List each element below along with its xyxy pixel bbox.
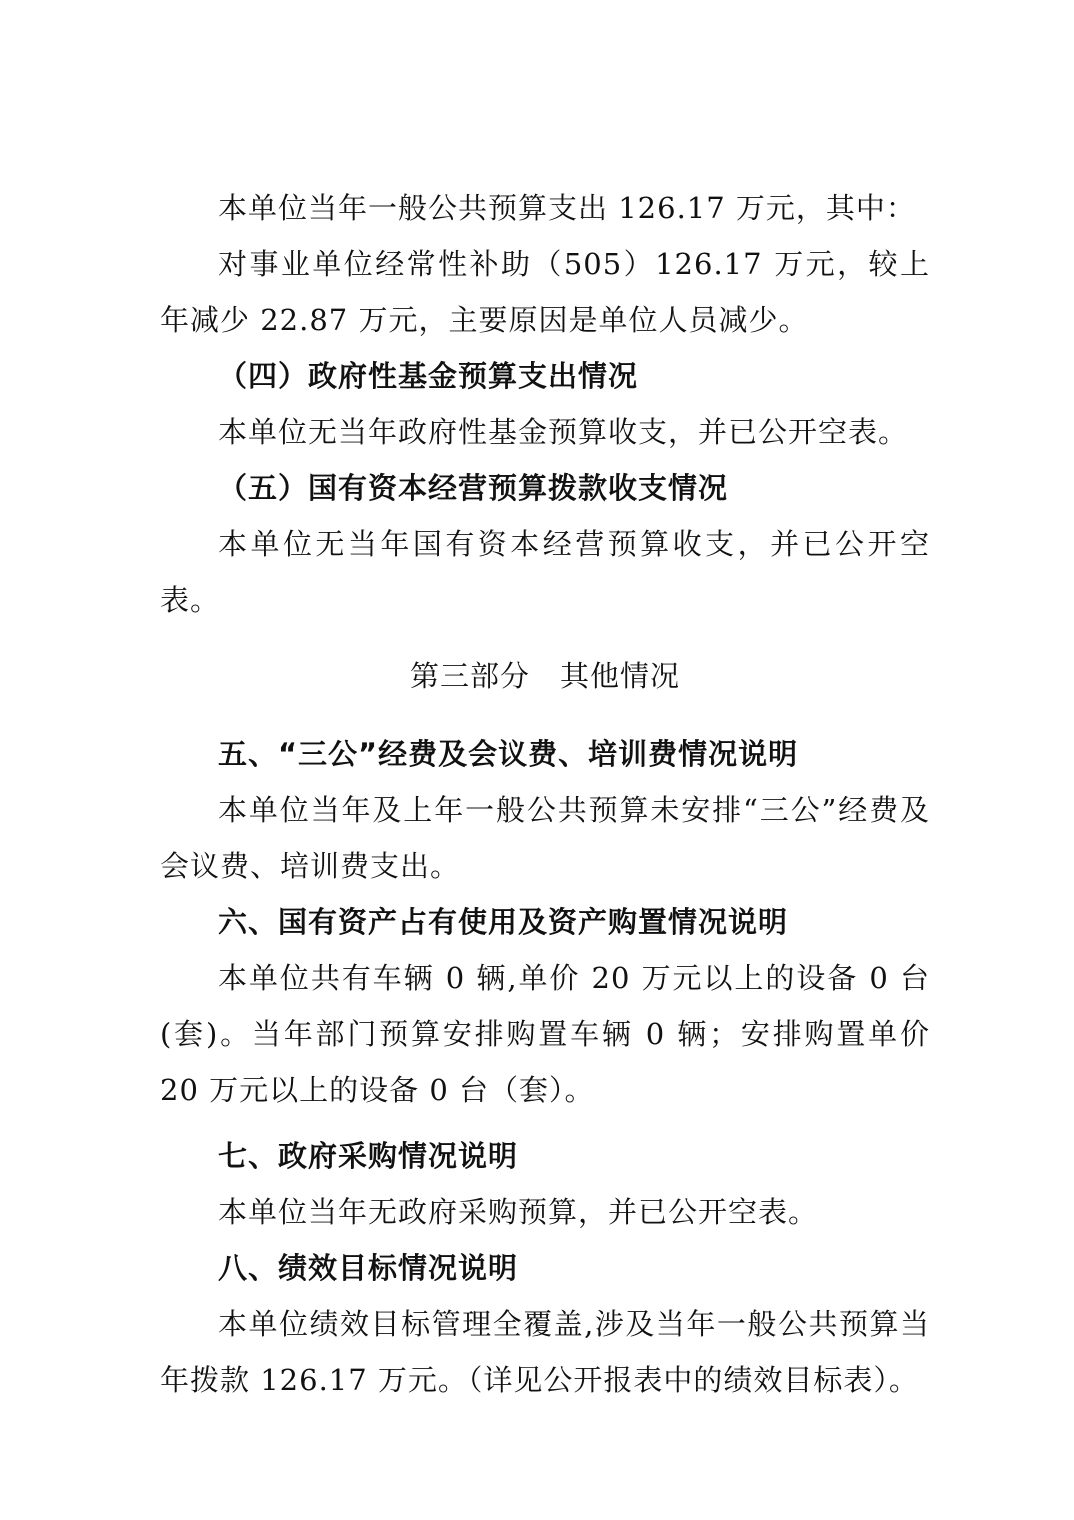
government-fund-heading: （四）政府性基金预算支出情况 [218, 359, 639, 393]
performance-goals-paragraph: 本单位绩效目标管理全覆盖,涉及当年一般公共预算当年拨款 126.17 万元。（详见公开报表中的绩效目标表）。 [160, 1307, 930, 1397]
document-content [160, 180, 930, 1408]
government-procurement-heading: 七、政府采购情况说明 [218, 1139, 519, 1173]
performance-goals-heading: 八、绩效目标情况说明 [218, 1251, 519, 1285]
state-assets-paragraph: 本单位共有车辆 0 辆,单价 20 万元以上的设备 0 台(套)。当年部门预算安排购置车辆 0 辆；安排购置单价 20 万元以上的设备 0 台（套）。 [160, 961, 930, 1107]
part-three-title: 第三部分 其他情况 [409, 659, 680, 693]
state-capital-heading: （五）国有资本经营预算拨款收支情况 [218, 471, 729, 505]
state-capital-paragraph: 本单位无当年国有资本经营预算收支，并已公开空表。 [160, 527, 930, 617]
government-fund-paragraph: 本单位无当年政府性基金预算收支，并已公开空表。 [218, 415, 909, 449]
government-procurement-paragraph: 本单位当年无政府采购预算，并已公开空表。 [218, 1195, 819, 1229]
state-assets-heading: 六、国有资产占有使用及资产购置情况说明 [218, 905, 789, 939]
expenditure-summary-paragraph: 本单位当年一般公共预算支出 126.17 万元，其中： [218, 191, 916, 225]
three-public-expenses-heading: 五、“三公”经费及会议费、培训费情况说明 [218, 737, 799, 771]
subsidy-paragraph: 对事业单位经常性补助（505）126.17 万元，较上年减少 22.87 万元，主要原因是单位人员减少。 [160, 247, 930, 337]
three-public-expenses-paragraph: 本单位当年及上年一般公共预算未安排“三公”经费及会议费、培训费支出。 [160, 793, 930, 883]
